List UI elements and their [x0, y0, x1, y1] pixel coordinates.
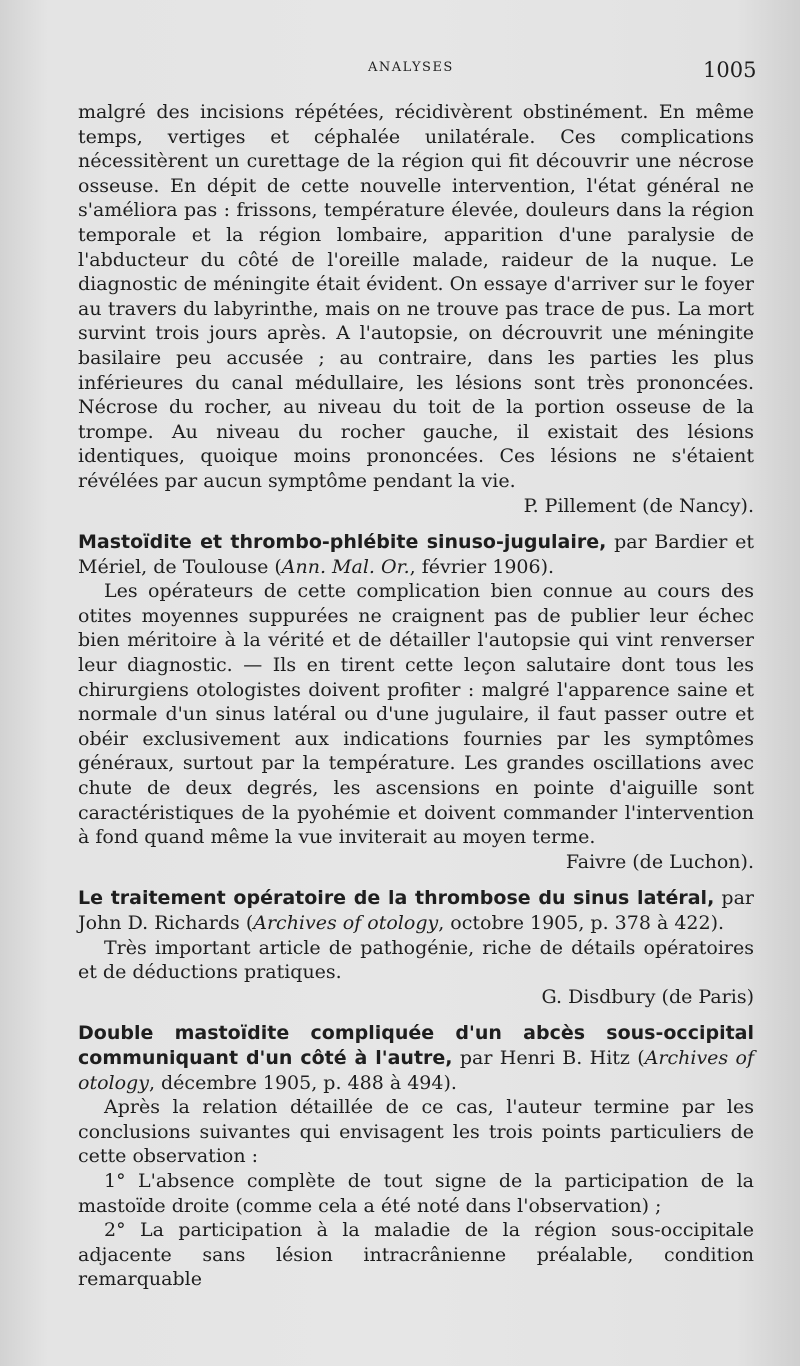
- article1-date: , février 1906).: [409, 555, 555, 578]
- page-body: [78, 100, 754, 1292]
- article3-title: Double mastoïdite compliquée d'un abcès sous-occipital communiquant d'un côté à l'autre,: [78, 1022, 754, 1069]
- article1-title: Mastoïdite et thrombo-phlébite sinuso-jugulaire,: [78, 531, 607, 554]
- article3-date: , décembre 1905, p. 488 à 494).: [148, 1071, 457, 1094]
- page-number: 1005: [703, 58, 757, 82]
- article3-point2: 2° La participation à la maladie de la région sous-occipitale adjacente sans lésion intracrânienne préalable, condition remarquable: [78, 1219, 754, 1291]
- article3-point1: 1° L'absence complète de tout signe de la participation de la mastoïde droite (comme cela a été noté dans l'observation) ;: [78, 1169, 754, 1217]
- article3-paragraph: Après la relation détaillée de ce cas, l'auteur termine par les conclusions suivantes qui envisagent les trois points particuliers de cette observation :: [78, 1096, 754, 1168]
- article2-heading: [78, 886, 754, 935]
- article2-journal: Archives of otology: [253, 912, 439, 934]
- article3-byline: par Henri B. Hitz (: [459, 1046, 645, 1069]
- article2-signature: G. Disdbury (de Paris): [541, 985, 754, 1008]
- article3-journal: Archives of otology: [78, 1046, 754, 1094]
- article1-heading: [78, 530, 754, 579]
- article0-signature: P. Pillement (de Nancy).: [523, 494, 754, 517]
- article2-title: Le traitement opératoire de la thrombose du sinus latéral,: [78, 887, 715, 910]
- running-head: [0, 58, 800, 88]
- article1-byline: par Bardier et Mériel, de Toulouse (: [78, 531, 754, 578]
- article1-signature: Faivre (de Luchon).: [565, 850, 754, 873]
- running-head-title: ANALYSES: [368, 60, 454, 75]
- article1-journal: Ann. Mal. Or.: [281, 555, 410, 578]
- article2-paragraph: Très important article de pathogénie, riche de détails opératoires et de déductions pratiques.: [78, 936, 754, 984]
- article2-byline: par John D. Richards (: [78, 887, 754, 934]
- article2-date: , octobre 1905, p. 378 à 422).: [438, 912, 725, 934]
- article3-heading: [78, 1021, 754, 1095]
- article1-paragraph: Les opérateurs de cette complication bien connue au cours des otites moyennes suppurées ne craignent pas de publier leur échec bien méritoire à la vérité et de détailler l'autopsie qui vint renverser leur diagnostic. — Ils en tirent cette leçon salutaire dont tous les chirurgiens otologistes doivent profiter : malgré l'apparence saine et normale d'un sinus latéral ou d'une jugulaire, il faut passer outre et obéir exclusivement aux indications fournies par les symptômes généraux, surtout par la température. Les grandes oscillations avec chute de deux degrés, les ascensions en pointe d'aiguille sont caractéristiques de la pyohémie et doivent commander l'intervention à fond quand même la vue inviterait au moyen terme.: [78, 580, 754, 849]
- article0-paragraph: malgré des incisions répétées, récidivèrent obstinément. En même temps, vertiges et céphalée unilatérale. Ces complications nécessitèrent un curettage de la région qui fit découvrir une nécrose osseuse. En dépit de cette nouvelle intervention, l'état général ne s'améliora pas : frissons, température élevée, douleurs dans la région temporale et la région lombaire, apparition d'une paralysie de l'abducteur du côté de l'oreille malade, raideur de la nuque. Le diagnostic de méningite était évident. On essaye d'arriver sur le foyer au travers du labyrinthe, mais on ne trouve pas trace de pus. La mort survint trois jours après. A l'autopsie, on décrouvrit une méningite basilaire peu accusée ; au contraire, dans les parties les plus inférieures du canal médullaire, les lésions sont très prononcées. Nécrose du rocher, au niveau du toit de la portion osseuse de la trompe. Au niveau du rocher gauche, il existait des lésions identiques, quoique moins prononcées. Ces lésions ne s'étaient révélées par aucun symptôme pendant la vie.: [78, 101, 754, 492]
